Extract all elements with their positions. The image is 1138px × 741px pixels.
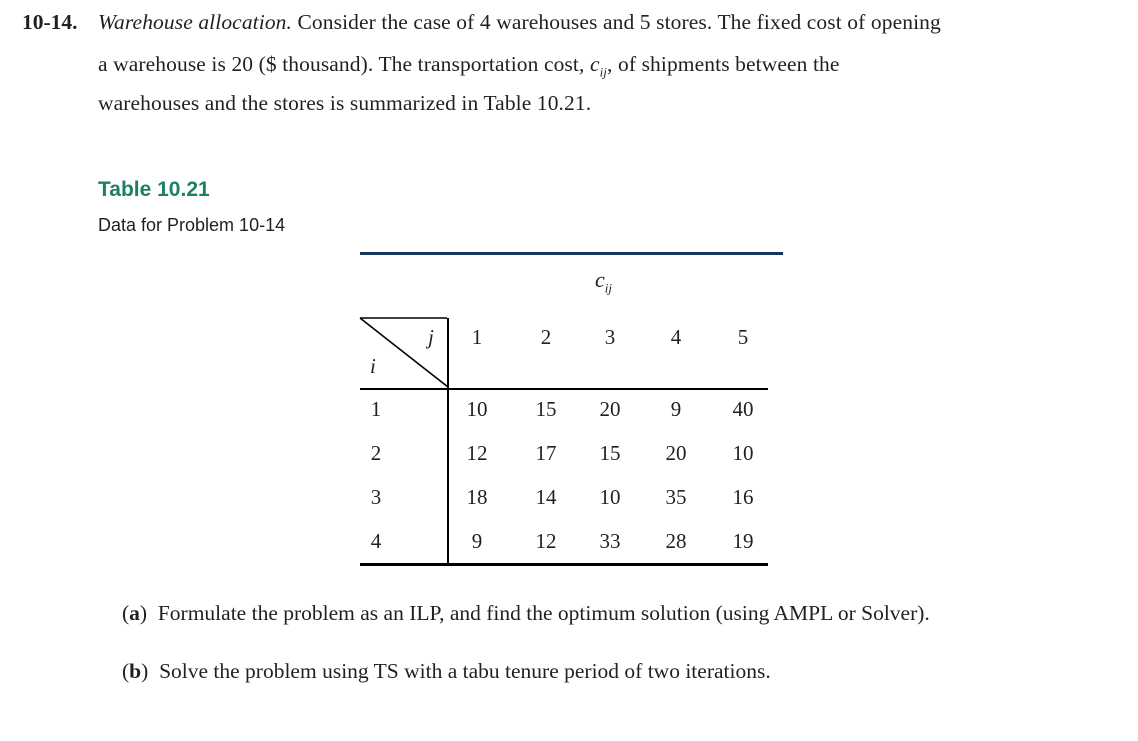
table-cell: 10	[599, 485, 621, 509]
row-header-2: 2	[370, 441, 382, 465]
table-cell: 9	[471, 529, 483, 553]
column-header-2: 2	[540, 325, 552, 349]
table-cell: 20	[599, 397, 621, 421]
part-b-text: Solve the problem using TS with a tabu tenure period of two iterations.	[159, 659, 771, 683]
problem-number: 10-14.	[22, 10, 78, 34]
table-top-rule	[360, 252, 783, 255]
table-cell: 15	[535, 397, 557, 421]
row-header-4: 4	[370, 529, 382, 553]
table-cell: 33	[599, 529, 621, 553]
part-a: (a) Formulate the problem as an ILP, and find the optimum solution (using AMPL or Solver).	[122, 601, 930, 625]
row-header-3: 3	[370, 485, 382, 509]
table-cell: 18	[466, 485, 488, 509]
table-cell: 14	[535, 485, 557, 509]
table-cell: 15	[599, 441, 621, 465]
problem-line-2	[98, 52, 840, 80]
row-variable: i	[370, 354, 376, 378]
column-variable: j	[428, 325, 434, 349]
part-a-text: Formulate the problem as an ILP, and find the optimum solution (using AMPL or Solver).	[157, 601, 930, 625]
column-header-5: 5	[737, 325, 749, 349]
column-header-4: 4	[670, 325, 682, 349]
column-header-3: 3	[604, 325, 616, 349]
problem-line-1-text: Consider the case of 4 warehouses and 5 stores. The fixed cost of opening	[292, 10, 941, 34]
table-caption: Data for Problem 10-14	[98, 215, 286, 235]
problem-title: Warehouse allocation.	[98, 10, 292, 34]
table-cell: 12	[535, 529, 557, 553]
table-cell: 9	[670, 397, 682, 421]
problem-line-2-text-b: , of shipments between the	[607, 52, 840, 76]
table-cell: 28	[665, 529, 687, 553]
table-cell: 10	[732, 441, 754, 465]
table-cell: 16	[732, 485, 754, 509]
part-a-label: a	[129, 601, 140, 625]
column-header-1: 1	[471, 325, 483, 349]
cost-header-subscript: ij	[604, 280, 612, 296]
table-cell: 20	[665, 441, 687, 465]
table-cell: 10	[466, 397, 488, 421]
table-cell: 40	[732, 397, 754, 421]
cost-variable: c	[589, 52, 600, 76]
cost-variable-subscript: ij	[599, 64, 608, 80]
row-header-1: 1	[370, 397, 382, 421]
table-cell: 12	[466, 441, 488, 465]
table-bottom-rule	[360, 563, 768, 566]
table-title: Table 10.21	[98, 178, 210, 201]
problem-line-2-text-a: a warehouse is 20 ($ thousand). The transportation cost,	[98, 52, 590, 76]
cost-header-symbol: c	[595, 267, 605, 292]
part-b: (b) Solve the problem using TS with a tabu tenure period of two iterations.	[122, 659, 771, 683]
table-cell: 35	[665, 485, 687, 509]
cost-header	[595, 267, 612, 296]
problem-line-3: warehouses and the stores is summarized in Table 10.21.	[98, 91, 592, 115]
problem-line-1	[98, 10, 941, 35]
table-cell: 19	[732, 529, 754, 553]
part-b-label: b	[129, 659, 142, 683]
table-cell: 17	[535, 441, 557, 465]
